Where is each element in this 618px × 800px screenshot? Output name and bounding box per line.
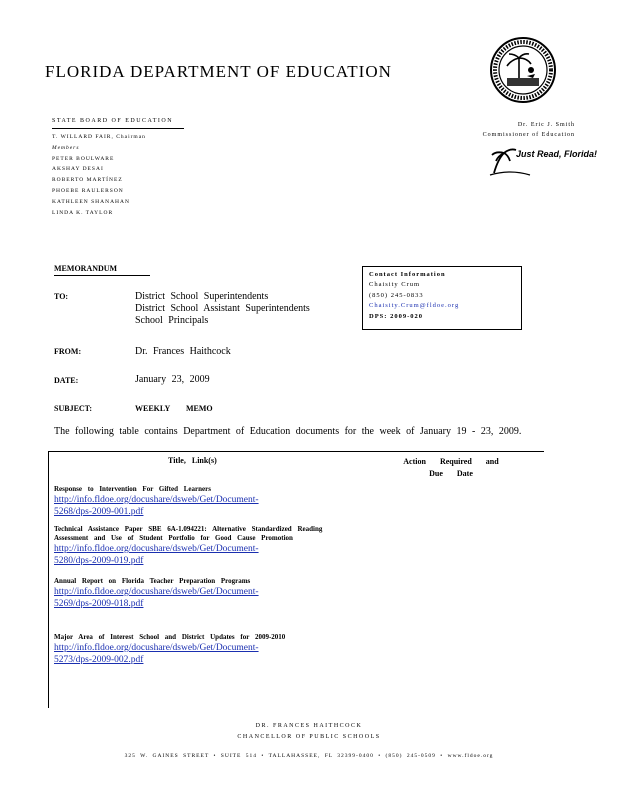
- entry-link[interactable]: http://info.fldoe.org/docushare/dsweb/Get/Document-: [54, 643, 259, 653]
- board-member: PETER BOULWARE: [52, 155, 115, 162]
- recipient-line: District School Assistant Superintendents: [135, 303, 310, 314]
- subject-value: WEEKLY MEMO: [135, 404, 213, 413]
- entry-title: Annual Report on Florida Teacher Preparation Programs: [54, 577, 251, 585]
- entry-link[interactable]: 5268/dps-2009-001.pdf: [54, 507, 144, 517]
- entry-title: Major Area of Interest School and District Updates for 2009-2010: [54, 633, 286, 641]
- to-recipients: [135, 291, 310, 327]
- entry-link[interactable]: http://info.fldoe.org/docushare/dsweb/Get/Document-: [54, 495, 259, 505]
- just-read-florida-logo-icon: [488, 143, 598, 179]
- table-entries: [54, 485, 344, 685]
- entry-link[interactable]: 5280/dps-2009-019.pdf: [54, 556, 144, 566]
- recipient-line: School Principals: [135, 315, 209, 326]
- board-member: ROBERTO MARTÍNEZ: [52, 177, 123, 184]
- footer-name: DR. FRANCES HAITHCOCK: [255, 723, 363, 729]
- table-header-action: Action Required and Due Date: [403, 457, 499, 478]
- entry-link[interactable]: http://info.fldoe.org/docushare/dsweb/Get/Document-: [54, 587, 259, 597]
- logo-text: Just Read, Florida!: [516, 149, 598, 159]
- board-heading: STATE BOARD OF EDUCATION: [52, 118, 174, 124]
- table-row: [54, 485, 344, 525]
- footer-signature: [0, 721, 618, 743]
- department-title: FLORIDA DEPARTMENT OF EDUCATION: [45, 62, 392, 81]
- from-label: FROM:: [54, 347, 82, 356]
- footer-address: 325 W. GAINES STREET • SUITE 514 • TALLAHASSEE, FL 32399-0400 • (850) 245-0509 • www.fldoe.org: [124, 753, 494, 759]
- date-value: January 23, 2009: [135, 374, 210, 385]
- memorandum-underline: [54, 275, 150, 276]
- table-row: [54, 633, 344, 685]
- contact-email-link[interactable]: Chaisity.Crum@fldoe.org: [369, 302, 460, 310]
- board-member: T. WILLARD FAIR, Chairman: [52, 134, 146, 140]
- contact-information-box: [362, 266, 522, 330]
- memorandum-label: MEMORANDUM: [54, 264, 118, 273]
- board-member: KATHLEEN SHANAHAN: [52, 198, 130, 205]
- board-member: Members: [52, 144, 80, 151]
- recipient-line: District School Superintendents: [135, 291, 269, 302]
- entry-link[interactable]: http://info.fldoe.org/docushare/dsweb/Get/Document-: [54, 544, 259, 554]
- footer-title: CHANCELLOR OF PUBLIC SCHOOLS: [237, 734, 381, 740]
- commissioner-name: Dr. Eric J. Smith: [517, 122, 575, 128]
- contact-dps-number: DPS: 2009-020: [369, 312, 423, 320]
- contact-phone: (850) 245-0833: [369, 291, 424, 299]
- board-member-list: [52, 132, 146, 218]
- entry-title: Technical Assistance Paper SBE 6A-1.094221: Alternative Standardized Reading Assessment and Use of Student Portfolio for Good Cause Promotion: [54, 525, 323, 542]
- intro-paragraph: The following table contains Department of Education documents for the week of January 19 - 23, 2009.: [54, 426, 522, 437]
- table-row: [54, 525, 344, 577]
- table-header-title: Title, Link(s): [168, 456, 217, 465]
- board-member: PHOEBE RAULERSON: [52, 187, 124, 194]
- board-member: LINDA K. TAYLOR: [52, 209, 114, 216]
- board-member: AKSHAY DESAI: [52, 166, 104, 173]
- entry-link[interactable]: 5273/dps-2009-002.pdf: [54, 655, 144, 665]
- table-row: [54, 577, 344, 633]
- to-label: TO:: [54, 292, 69, 301]
- entry-title: Response to Intervention For Gifted Learners: [54, 485, 211, 493]
- entry-link[interactable]: 5269/dps-2009-018.pdf: [54, 599, 144, 609]
- commissioner-block: [470, 120, 575, 140]
- date-label: DATE:: [54, 376, 79, 385]
- contact-heading: Contact Information: [369, 271, 446, 278]
- contact-name: Chaisity Crum: [369, 281, 421, 289]
- commissioner-title: Commissioner of Education: [482, 132, 575, 138]
- board-divider: [52, 128, 184, 129]
- subject-label: SUBJECT:: [54, 404, 93, 413]
- state-seal-icon: [489, 36, 557, 104]
- from-value: Dr. Frances Haithcock: [135, 346, 231, 357]
